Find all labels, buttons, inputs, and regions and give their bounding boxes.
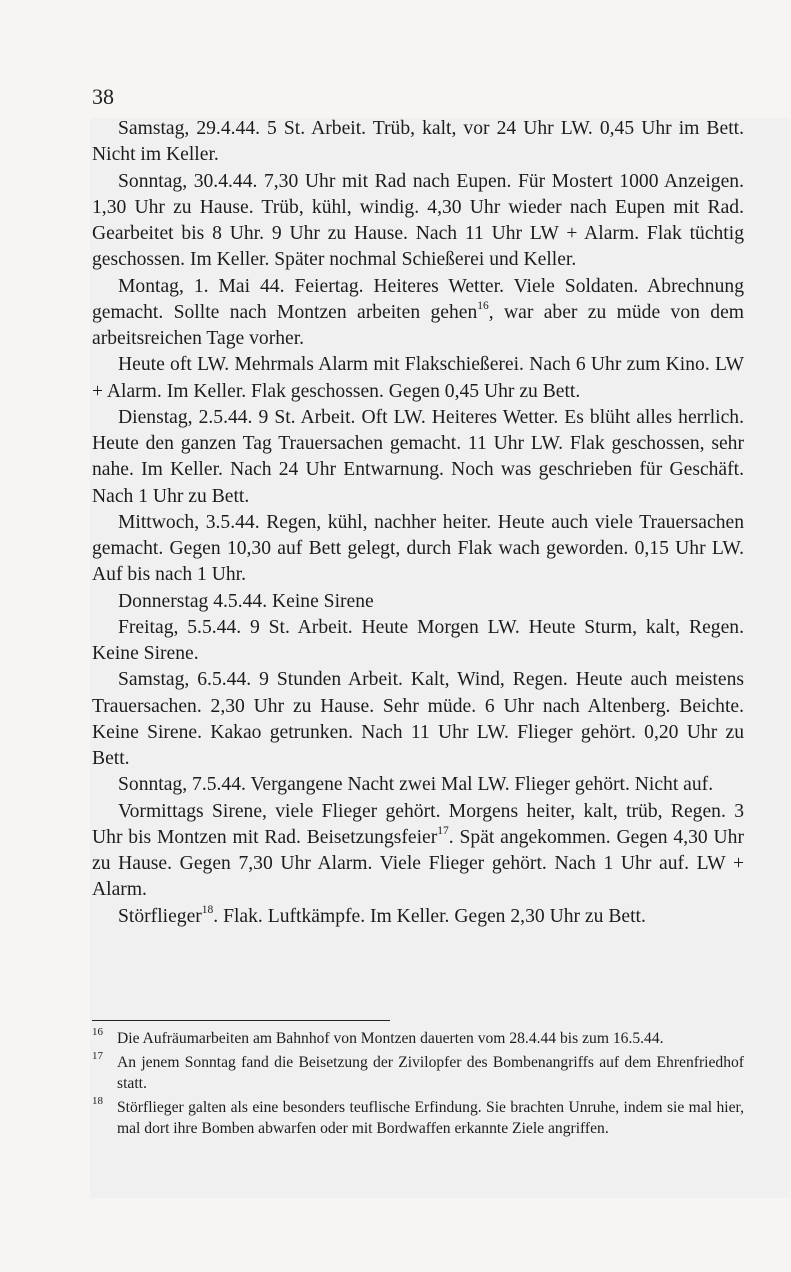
footnote-ref: 16 xyxy=(477,300,489,313)
paragraph: Mittwoch, 3.5.44. Regen, kühl, nachher heiter. Heute auch viele Trauersachen gemacht. Gegen 10,30 auf Bett gelegt, durch Flak wach geworden. 0,15 Uhr LW. Auf bis nach 1 Uhr. xyxy=(92,511,744,586)
footnotes xyxy=(92,1028,744,1142)
page-number: 38 xyxy=(92,84,114,109)
paragraph-text: , war aber zu müde von dem arbeitsreichen Tage vorher. xyxy=(92,301,745,349)
paragraph: Freitag, 5.5.44. 9 St. Arbeit. Heute Morgen LW. Heute Sturm, kalt, Regen. Keine Sirene. xyxy=(92,616,744,664)
footnote xyxy=(92,1028,744,1049)
footnote-text: Die Aufräumarbeiten am Bahnhof von Montzen dauerten vom 28.4.44 bis zum 16.5.44. xyxy=(117,1030,664,1047)
footnote xyxy=(92,1097,744,1139)
paragraph: Dienstag, 2.5.44. 9 St. Arbeit. Oft LW. Heiteres Wetter. Es blüht alles herrlich. Heute den ganzen Tag Trauersachen gemacht. 11 Uhr LW. Flak geschossen, sehr nahe. Im Keller. Nach 24 Uhr Entwarnung. Noch was geschrieben für Geschäft. Nach 1 Uhr zu Bett. xyxy=(92,406,744,507)
paragraph: Sonntag, 7.5.44. Vergangene Nacht zwei Mal LW. Flieger gehört. Nicht auf. xyxy=(118,774,714,796)
paragraph: Heute oft LW. Mehrmals Alarm mit Flakschießerei. Nach 6 Uhr zum Kino. LW + Alarm. Im Keller. Flak geschossen. Gegen 0,45 Uhr zu Bett. xyxy=(92,354,744,402)
paragraph xyxy=(92,274,744,353)
footnote-text: An jenem Sonntag fand die Beisetzung der Zivilopfer des Bombenangriffs auf dem Ehrenfriedhof statt. xyxy=(117,1054,744,1092)
paragraph-text: . Flak. Luftkämpfe. Im Keller. Gegen 2,30 Uhr zu Bett. xyxy=(213,905,646,927)
paragraph-text: Störflieger xyxy=(118,905,202,927)
footnote-ref: 17 xyxy=(437,825,449,838)
paragraph-text: Vormittags Sirene, viele Flieger gehört. Morgens heiter, kalt, trüb, Regen. 3 Uhr bis Montzen mit Rad. Beisetzungsfeier xyxy=(92,800,744,848)
paragraph: Samstag, 6.5.44. 9 Stunden Arbeit. Kalt, Wind, Regen. Heute auch meistens Trauersachen. 2,30 Uhr zu Hause. Sehr müde. 6 Uhr nach Altenberg. Beichte. Keine Sirene. Kakao getrunken. Nach 11 Uhr LW. Flieger gehört. 0,20 Uhr zu Bett. xyxy=(92,669,744,769)
diary-text xyxy=(92,116,744,930)
footnote-number: 18 xyxy=(92,1095,103,1107)
paragraph-text: Montag, 1. Mai 44. Feiertag. Heiteres Wetter. Viele Soldaten. Abrechnung gemacht. Sollte nach Montzen arbeiten gehen xyxy=(92,275,744,323)
footnote-number: 16 xyxy=(92,1026,103,1038)
paragraph: Sonntag, 30.4.44. 7,30 Uhr mit Rad nach Eupen. Für Mostert 1000 Anzeigen. 1,30 Uhr zu Hause. Trüb, kühl, windig. 4,30 Uhr wieder nach Eupen mit Rad. Gearbeitet bis 8 Uhr. 9 Uhr zu Hause. Nach 11 Uhr LW + Alarm. Flak tüchtig geschossen. Im Keller. Später nochmal Schießerei und Keller. xyxy=(92,170,744,271)
footnote-text: Störflieger galten als eine besonders teuflische Erfindung. Sie brachten Unruhe, indem sie mal hier, mal dort ihre Bomben abwarfen oder mit Bordwaffen erkannte Ziele angriffen. xyxy=(117,1099,744,1137)
paragraph xyxy=(92,904,744,930)
paragraph: Samstag, 29.4.44. 5 St. Arbeit. Trüb, kalt, vor 24 Uhr LW. 0,45 Uhr im Bett. Nicht im Keller. xyxy=(92,118,744,166)
paragraph: Donnerstag 4.5.44. Keine Sirene xyxy=(118,590,374,612)
footnote-ref: 18 xyxy=(201,903,214,916)
footnote-divider xyxy=(92,1020,390,1021)
footnote xyxy=(92,1052,744,1094)
paragraph-text: . Spät angekommen. Gegen 4,30 Uhr zu Hause. Gegen 7,30 Uhr Alarm. Viele Flieger gehört. Nach 1 Uhr auf. LW + Alarm. xyxy=(92,826,744,901)
paragraph xyxy=(92,799,744,904)
footnote-number: 17 xyxy=(92,1050,103,1062)
